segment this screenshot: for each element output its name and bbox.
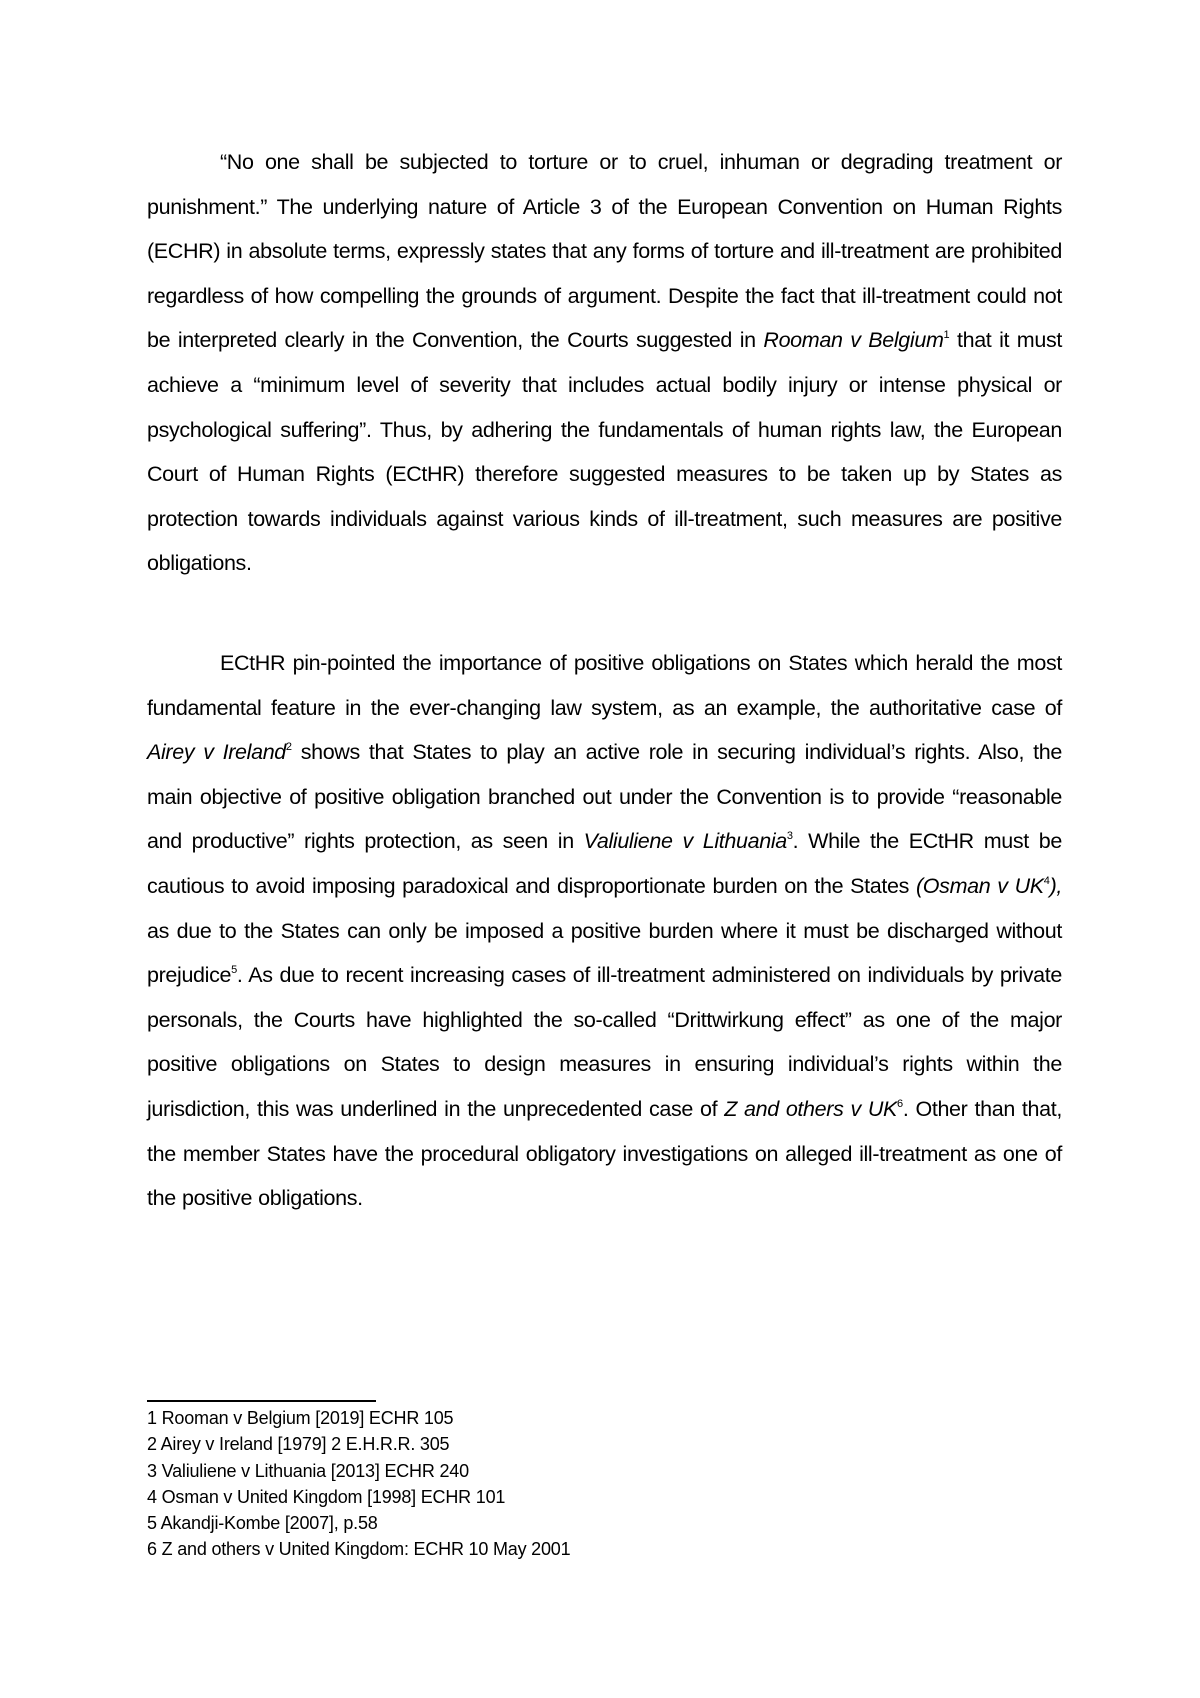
footnote-6: 6 Z and others v United Kingdom: ECHR 10 May 2001 [147, 1539, 571, 1560]
case-z-and-others-v-uk: Z and others v UK [724, 1096, 898, 1121]
paragraph-2-text: as due to the States can only be imposed a positive burden where it must be discharged without prejudice [147, 918, 1062, 988]
paragraph-2-text: . While the ECtHR must be cautious to avoid imposing paradoxical and disproportionate burden on the States [147, 829, 1062, 898]
case-osman-close: ), [1049, 873, 1063, 898]
paragraph-2-text: . Other than that, the member States have the procedural obligatory investigations on alleged ill-treatment as one of the positive obligations. [147, 1096, 1063, 1211]
paragraph-1-text: “No one shall be subjected to torture or to cruel, inhuman or degrading treatment or punishment.” The underlying nature of Article 3 of the European Convention on Human Rights (ECHR) in absolute terms, expressly states that any forms of torture and ill-treatment are prohibited regardless of how compelling the grounds of argument. Despite the fact that ill-treatment could not be interpreted clearly in the Convention, the Courts suggested in [147, 150, 1062, 353]
case-osman-v-uk: (Osman v UK [915, 873, 1044, 898]
paragraph-2-text: shows that States to play an active role in securing individual’s rights. Also, the main objective of positive obligation branched out under the Convention is to provide “reasonable and productive” rights protection, as seen in [147, 740, 1062, 854]
footnote-5: 5 Akandji-Kombe [2007], p.58 [147, 1513, 378, 1534]
footnote-ref-4[interactable]: 4 [1043, 874, 1050, 887]
footnote-1: 1 Rooman v Belgium [2019] ECHR 105 [147, 1408, 454, 1428]
case-rooman-v-belgium: Rooman v Belgium [763, 328, 944, 353]
paragraph-2-text: ECtHR pin-pointed the importance of positive obligations on States which herald the most fundamental feature in the ever-changing law system, as an example, the authoritative case of [147, 651, 1062, 720]
footnote-3: 3 Valiuliene v Lithuania [2013] ECHR 240 [147, 1460, 469, 1481]
paragraph-2-text: . As due to recent increasing cases of ill-treatment administered on individuals by private personals, the Courts have highlighted the so-called “Drittwirkung effect” as one of the major positive obligations on States to design measures in ensuring individual’s rights within the jurisdiction, this was underlined in the unprecedented case of [147, 963, 1062, 1121]
footnote-separator [147, 1400, 376, 1402]
case-valiuliene-v-lithuania: Valiuliene v Lithuania [583, 829, 787, 854]
paragraph-1-text: that it must achieve a “minimum level of severity that includes actual bodily injury or intense physical or psychological suffering”. Thus, by adhering the fundamentals of human rights law, the European Court of Human Rights (ECtHR) therefore suggested measures to be taken up by States as protection towards individuals against various kinds of ill-treatment, such measures are positive obligations. [147, 328, 1062, 576]
footnote-4: 4 Osman v United Kingdom [1998] ECHR 101 [147, 1486, 506, 1507]
footnote-ref-1[interactable]: 1 [943, 329, 950, 342]
paragraph-1 [147, 140, 1062, 586]
footnote-ref-5[interactable]: 5 [231, 964, 237, 977]
footnotes-list [147, 1405, 570, 1563]
case-airey-v-ireland: Airey v Ireland [147, 740, 286, 765]
footnote-ref-2[interactable]: 2 [285, 741, 292, 754]
footnote-ref-6[interactable]: 6 [897, 1097, 903, 1110]
footnote-2: 2 Airey v Ireland [1979] 2 E.H.R.R. 305 [147, 1434, 450, 1455]
footnote-ref-3[interactable]: 3 [786, 830, 793, 843]
paragraph-2 [147, 641, 1062, 1221]
